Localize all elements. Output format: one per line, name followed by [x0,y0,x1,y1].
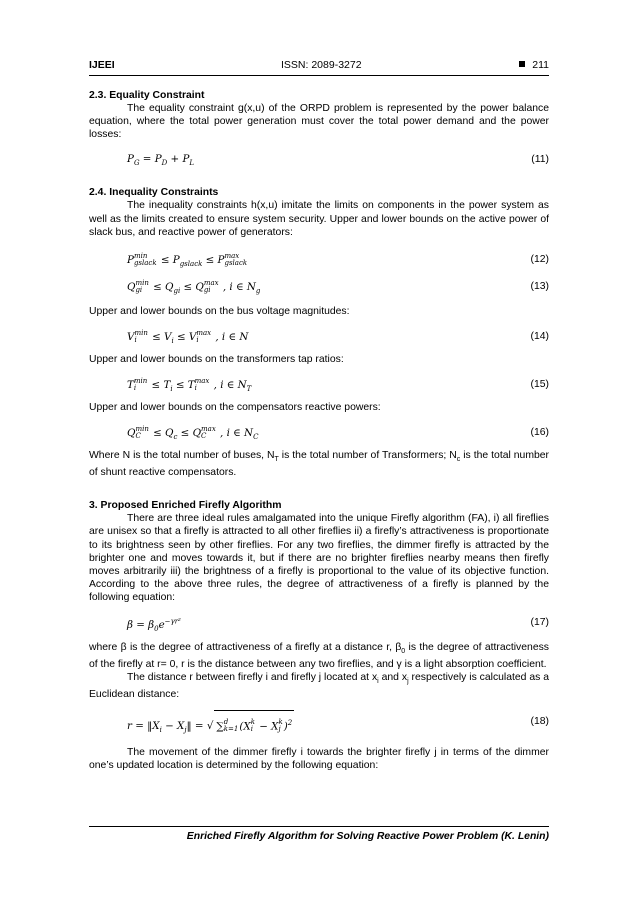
equation-15: T min i ≤ $T_i \le T$ max i , i ∈ $N_T$ (15) [127,376,549,393]
paragraph-movement: The movement of the dimmer firefly i towards the brighter firefly j in terms of the dimmer one’s updated location is determined by the following equation: [89,746,549,771]
equation-number-15: (15) [530,378,549,390]
page-number: 211 [532,59,549,71]
section-heading-2-3: 2.3. Equality Constraint [89,90,205,101]
equation-11: $P_G = P_D + P_L$ (11) [127,153,549,168]
body-text [89,89,549,772]
equation-number-11: (11) [531,154,549,166]
text-tap-bounds: Upper and lower bounds on the transformers tap ratios: [89,353,344,365]
issn: ISSN: 2089-3272 [281,59,362,71]
square-bullet-icon [519,61,525,67]
footer-title: Enriched Firefly Algorithm for Solving Reactive Power Problem (K. Lenin) [186,831,549,842]
equation-number-17: (17) [530,617,549,629]
equation-17: $\beta = \beta_0e^{-\gamma r^2}$ (17) [127,617,549,634]
equation-16: Q min C ≤ $Q_c \le Q$ max C , i ∈ $N_C$ (16) [127,425,549,442]
equation-number-14: (14) [530,330,549,342]
equation-number-13: (13) [530,280,549,292]
paragraph-inequality: The inequality constraints h(x,u) imitate the limits on components in the power system as well as the limits created to ensure system security. Upper and lower bounds on the active power of slack bus, and reactive power of generators: [89,200,549,238]
equation-18: $r = ‖X_i$ − $X_j‖$ = √ ∑ d k=1 (X k i − X k j )$^2$ (18) [127,710,549,734]
page-number-block [519,59,549,71]
journal-name: IJEEI [89,59,115,71]
equation-number-18: (18) [530,715,549,727]
equation-13: Q min gi ≤ $Q_{gi} \le Q$ max gi , i ∈ $N_g$ (13) [127,278,549,295]
running-footer [89,826,549,842]
paragraph-distance: The distance r between firefly i and firefly j located at $x_i$ and $x_j$ respectively is calculated as a Euclidean distance: [89,672,550,701]
section-heading-2-4: 2.4. Inequality Constraints [89,187,219,199]
running-header [89,59,549,76]
paragraph-where-n: Where N is the total number of buses, $N_T$ is the total number of Transformers; $N_c$ is the total number of shunt reactive compensators. [89,450,549,479]
equation-14: V min i ≤ $V_i \le V$ max i , i ∈ N (14) [127,328,549,345]
paragraph-equality: The equality constraint g(x,u) of the ORPD problem is represented by the power balance equation, where the total power generation must cover the total power demand and the power losses: [89,103,549,141]
section-heading-3: 3. Proposed Enriched Firefly Algorithm [89,500,282,512]
paragraph-where-beta: where β is the degree of attractiveness of a firefly at a distance r, $\beta_0$ is the degree of attractiveness of the firefly at r= 0, r is the distance between any two fireflies, and γ is a light absorption coefficient. [89,642,549,671]
equation-12: P min gslack ≤ $P_{gslack} \le P$ max gslack (12) [127,251,549,268]
text-compensator-bounds: Upper and lower bounds on the compensators reactive powers: [89,401,381,413]
text-voltage-bounds: Upper and lower bounds on the bus voltage magnitudes: [89,305,350,317]
paragraph-firefly-rules: There are three ideal rules amalgamated into the unique Firefly algorithm (FA), i) all fireflies are unisex so that a firefly is attracted to all other fireflies ii) a firefly’s attractiveness is proportionate to its brightness seen by other fireflies. For any two fireflies, the dimmer firefly is attracted by the brighter one and moves towards it, but if there are no brighter fireflies nearby means then firefly moves arbitrarily iii) the brightness of a firefly is proportional to the value of its objective function. According to the above three rules, the degree of attractiveness of a firefly is planned by the following equation: [89,513,549,603]
equation-number-16: (16) [530,427,549,439]
equation-number-12: (12) [530,253,549,265]
